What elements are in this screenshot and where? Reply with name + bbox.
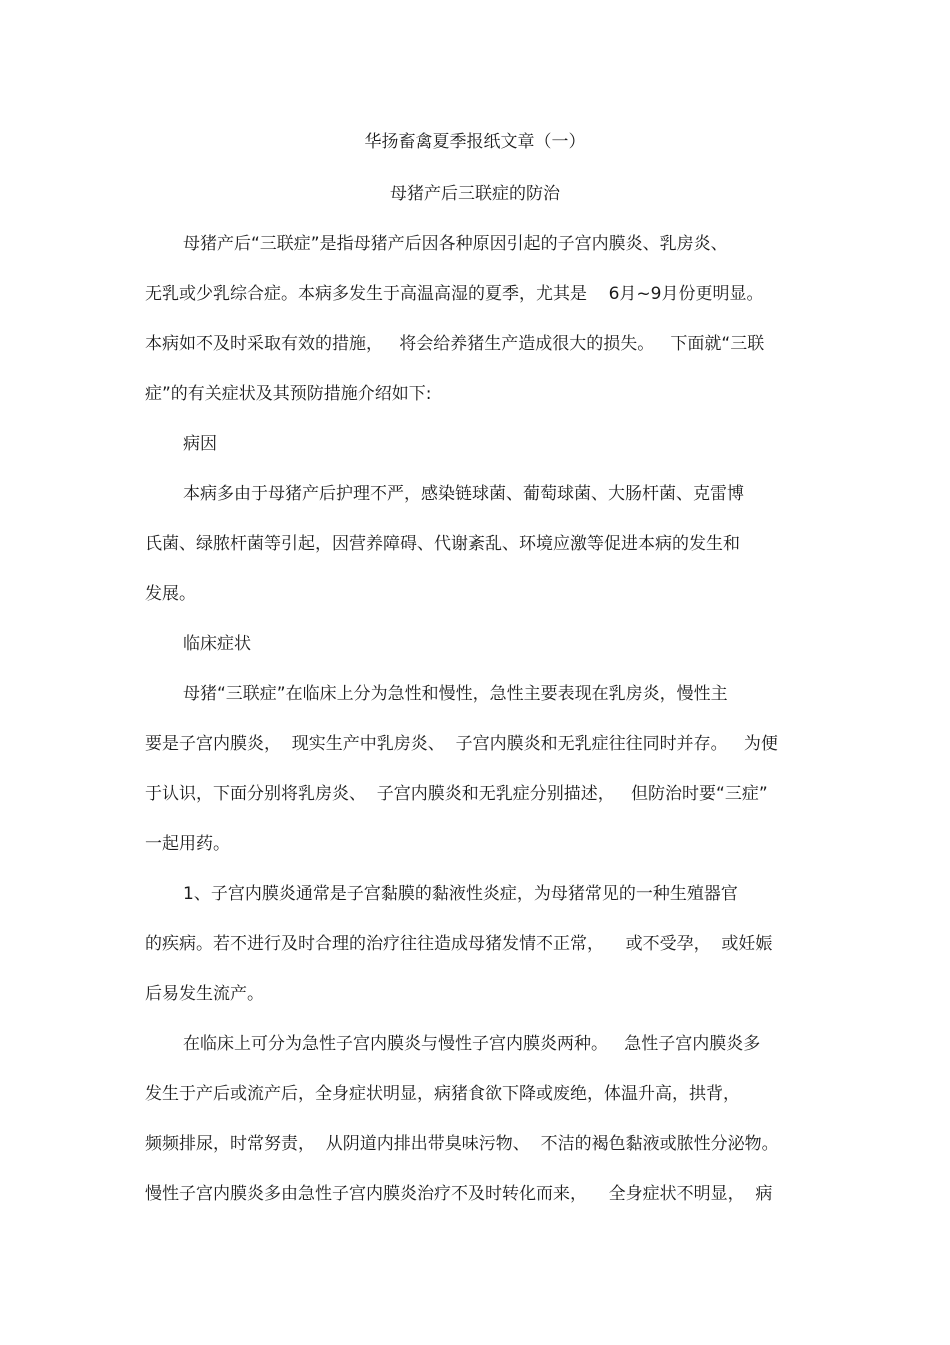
paragraph-line: 无乳或少乳综合症。本病多发生于高温高湿的夏季，尤其是 6月~9月份更明显。	[145, 284, 764, 304]
paragraph-line: 发生于产后或流产后，全身症状明显，病猪食欲下降或废绝，体温升高，拱背，	[145, 1084, 740, 1104]
paragraph-line: 母猪“三联症”在临床上分为急性和慢性，急性主要表现在乳房炎，慢性主	[183, 684, 728, 704]
paragraph-line: 于认识，下面分别将乳房炎、 子宫内膜炎和无乳症分别描述， 但防治时要“三症”	[145, 784, 768, 804]
paragraph-line: 母猪产后“三联症”是指母猪产后因各种原因引起的子宫内膜炎、乳房炎、	[183, 234, 728, 254]
paragraph-line: 发展。	[145, 584, 196, 604]
paragraph-line: 要是子宫内膜炎， 现实生产中乳房炎、 子宫内膜炎和无乳症往往同时并存。 为便	[145, 734, 778, 754]
paragraph-line: 后易发生流产。	[145, 984, 264, 1004]
paragraph-line: 一起用药。	[145, 834, 230, 854]
paragraph-line: 1、子宫内膜炎通常是子宫黏膜的黏液性炎症，为母猪常见的一种生殖器官	[183, 884, 738, 904]
paragraph-line: 症”的有关症状及其预防措施介绍如下:	[145, 384, 432, 404]
paragraph-line: 频频排尿，时常努责， 从阴道内排出带臭味污物、 不洁的褐色黏液或脓性分泌物。	[145, 1134, 779, 1154]
paragraph-line: 本病如不及时采取有效的措施， 将会给养猪生产造成很大的损失。 下面就“三联	[145, 334, 765, 354]
section-heading: 临床症状	[183, 634, 251, 654]
document-header: 华扬畜禽夏季报纸文章（一）	[364, 132, 586, 152]
paragraph-line: 的疾病。若不进行及时合理的治疗往往造成母猪发情不正常， 或不受孕， 或妊娠	[145, 934, 773, 954]
paragraph-line: 慢性子宫内膜炎多由急性子宫内膜炎治疗不及时转化而来， 全身症状不明显， 病	[145, 1184, 773, 1204]
paragraph-line: 本病多由于母猪产后护理不严，感染链球菌、葡萄球菌、大肠杆菌、克雷博	[183, 484, 744, 504]
section-heading: 病因	[183, 434, 217, 454]
paragraph-line: 在临床上可分为急性子宫内膜炎与慢性子宫内膜炎两种。 急性子宫内膜炎多	[183, 1034, 761, 1054]
paragraph-line: 氏菌、绿脓杆菌等引起，因营养障碍、代谢紊乱、环境应激等促进本病的发生和	[145, 534, 740, 554]
document-title: 母猪产后三联症的防治	[390, 184, 560, 204]
